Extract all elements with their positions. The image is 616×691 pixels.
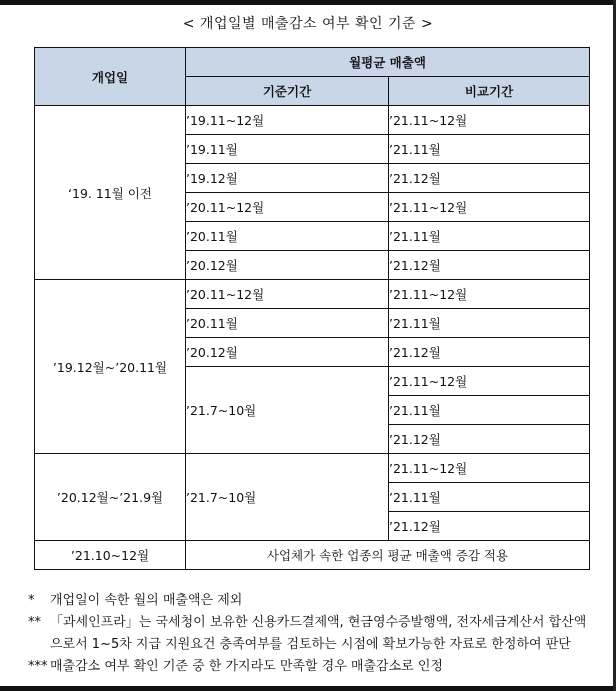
- header-monthly-avg: 월평균 매출액: [186, 48, 590, 77]
- base-cell: ’19.11월: [186, 135, 389, 164]
- compare-cell: ’21.12월: [389, 512, 590, 541]
- table-row: [35, 280, 590, 309]
- footnote-text: 매출감소 여부 확인 기준 중 한 가지라도 만족할 경우 매출감소로 인정: [50, 659, 443, 674]
- base-cell: ’20.11월: [186, 309, 389, 338]
- bottom-border: [0, 686, 616, 691]
- criteria-table: [34, 47, 590, 570]
- page-title: < 개업일별 매출감소 여부 확인 기준 >: [182, 16, 434, 32]
- open-date-cell: ’21.10~12월: [35, 541, 186, 570]
- table-row: [35, 454, 590, 483]
- compare-cell: ’21.11월: [389, 309, 590, 338]
- footnote-mark: ***: [28, 659, 48, 674]
- footnote-text: 으로서 1~5차 지급 지원요건 충족여부를 검토하는 시점에 확보가능한 자료로 한정하여 판단: [50, 637, 571, 652]
- compare-cell: ’21.11~12월: [389, 106, 590, 135]
- footnotes: [28, 590, 598, 678]
- compare-cell: ’21.11월: [389, 483, 590, 512]
- table-row: [35, 541, 590, 570]
- compare-cell: ’21.12월: [389, 425, 590, 454]
- compare-cell: ’21.12월: [389, 164, 590, 193]
- compare-cell: ’21.11월: [389, 396, 590, 425]
- base-cell: ’20.11~12월: [186, 280, 389, 309]
- base-cell: ’20.12월: [186, 338, 389, 367]
- compare-cell: ’21.11~12월: [389, 193, 590, 222]
- base-cell: ’20.11월: [186, 222, 389, 251]
- compare-cell: ’21.11월: [389, 222, 590, 251]
- top-border: [0, 0, 616, 5]
- compare-cell: ’21.11~12월: [389, 280, 590, 309]
- footnote: [28, 656, 598, 678]
- open-date-cell: ’20.12월~’21.9월: [35, 454, 186, 541]
- footnote: [28, 590, 598, 612]
- base-cell: ’20.12월: [186, 251, 389, 280]
- base-cell: ’20.11~12월: [186, 193, 389, 222]
- base-cell: ’19.12월: [186, 164, 389, 193]
- compare-cell: ’21.11~12월: [389, 367, 590, 396]
- footnote-text: 개업일이 속한 월의 매출액은 제외: [50, 593, 243, 608]
- footnote-text: 「과세인프라」는 국세청이 보유한 신용카드결제액, 현금영수증발행액, 전자세금계산서 합산액: [50, 615, 587, 630]
- industry-average-cell: 사업체가 속한 업종의 평균 매출액 증감 적용: [186, 541, 590, 570]
- table-row: [35, 106, 590, 135]
- footnote: [28, 634, 598, 656]
- compare-cell: ’21.12월: [389, 338, 590, 367]
- footnote: [28, 612, 598, 634]
- compare-cell: ’21.11월: [389, 135, 590, 164]
- header-base-period: 기준기간: [186, 77, 389, 106]
- open-date-cell: ‘19. 11월 이전: [35, 106, 186, 280]
- footnote-mark: *: [28, 593, 35, 608]
- header-compare-period: 비교기간: [389, 77, 590, 106]
- base-cell-merged: ’21.7~10월: [186, 454, 389, 541]
- header-open-date: 개업일: [35, 48, 186, 106]
- base-cell-merged: ’21.7~10월: [186, 367, 389, 454]
- compare-cell: ’21.12월: [389, 251, 590, 280]
- compare-cell: ’21.11~12월: [389, 454, 590, 483]
- open-date-cell: ’19.12월~’20.11월: [35, 280, 186, 454]
- base-cell: ’19.11~12월: [186, 106, 389, 135]
- footnote-mark: **: [28, 615, 41, 630]
